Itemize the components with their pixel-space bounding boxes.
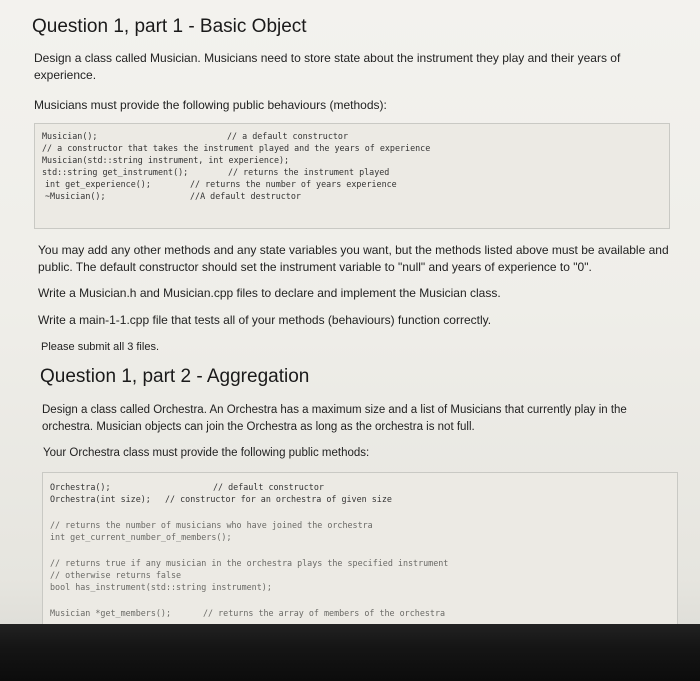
part1-paragraph-submit: Please submit all 3 files. xyxy=(41,341,159,353)
part1-paragraph-files: Write a Musician.h and Musician.cpp files to declare and implement the Musician class. xyxy=(38,286,501,300)
code-comment: // returns the array of members of the orchestra xyxy=(203,608,446,618)
screen-bottom-shadow xyxy=(0,624,700,681)
part2-methods-heading: Your Orchestra class must provide the following public methods: xyxy=(43,447,370,459)
code-line: // returns true if any musician in the orchestra plays the specified instrument xyxy=(50,558,449,568)
part1-paragraph-requirements: You may add any other methods and any state variables you want, but the methods listed above must be available and public. The default constructor should set the instrument variable to "null" and years of experience to "0". xyxy=(38,243,669,274)
code-line: Musician(); xyxy=(42,131,98,141)
part1-methods-heading: Musicians must provide the following public behaviours (methods): xyxy=(34,98,387,112)
part2-title: Question 1, part 2 - Aggregation xyxy=(40,366,310,387)
code-line: Musician *get_members(); xyxy=(50,608,172,618)
code-line: std::string get_instrument(); xyxy=(42,167,189,177)
part1-intro: Design a class called Musician. Musicians need to store state about the instrument they play and their years of experience. xyxy=(34,51,621,82)
code-line: // returns the number of musicians who have joined the orchestra xyxy=(50,520,373,530)
code-line: Orchestra(); xyxy=(50,482,111,492)
code-line: Musician(std::string instrument, int experience); xyxy=(42,155,290,165)
part1-title: Question 1, part 1 - Basic Object xyxy=(32,16,307,37)
part2-code-block xyxy=(42,472,678,625)
part2-intro: Design a class called Orchestra. An Orchestra has a maximum size and a list of Musicians that currently play in the orchestra. Musician objects can join the Orchestra as long as the orchestra is not full. xyxy=(42,404,627,433)
part1-paragraph-tests: Write a main-1-1.cpp file that tests all of your methods (behaviours) function correctly. xyxy=(38,313,492,327)
code-comment: // returns the instrument played xyxy=(228,167,390,177)
code-line: ~Musician(); xyxy=(45,191,106,201)
part1-code-block xyxy=(34,123,670,229)
code-line: // otherwise returns false xyxy=(50,570,182,580)
code-comment: // returns the number of years experience xyxy=(190,179,397,189)
code-line: bool has_instrument(std::string instrument); xyxy=(50,582,272,592)
code-line: Orchestra(int size); xyxy=(50,494,151,504)
code-line: int get_current_number_of_members(); xyxy=(50,532,232,542)
code-comment: // default constructor xyxy=(213,482,324,492)
code-comment: // constructor for an orchestra of given size xyxy=(165,494,392,504)
code-line: // a constructor that takes the instrument played and the years of experience xyxy=(42,143,431,153)
code-line: int get_experience(); xyxy=(45,179,151,189)
code-comment: //A default destructor xyxy=(190,191,301,201)
code-comment: // a default constructor xyxy=(227,131,349,141)
